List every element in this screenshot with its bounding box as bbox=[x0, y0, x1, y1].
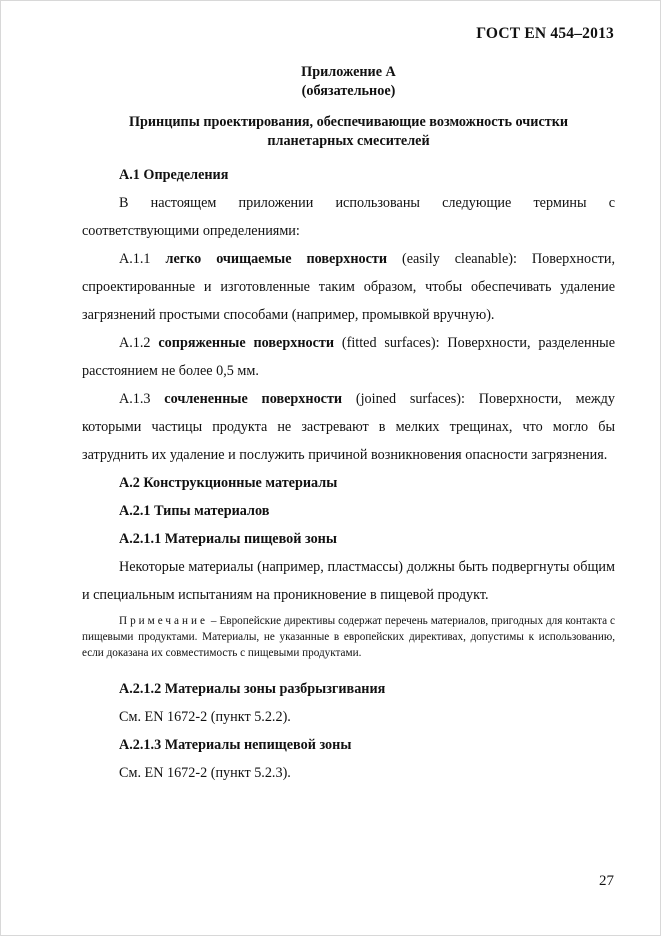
section-a21-title: А.2.1 Типы материалов bbox=[119, 503, 270, 519]
definition-a11-term: легко очищаемые поверхности bbox=[165, 251, 388, 267]
note-label: Примечание bbox=[119, 615, 208, 627]
page-number: 27 bbox=[599, 873, 614, 889]
definition-a11-number: А.1.1 bbox=[119, 251, 151, 267]
page-body bbox=[82, 63, 615, 787]
definition-a12-text: (fitted surfaces): Поверхности, разделенные расстоянием не более 0,5 мм. bbox=[82, 335, 615, 379]
section-a211-title: А.2.1.1 Материалы пищевой зоны bbox=[119, 531, 337, 547]
annex-title: Приложение А bbox=[301, 64, 396, 80]
definition-a12 bbox=[82, 329, 615, 385]
document-code: ГОСТ EN 454–2013 bbox=[476, 25, 614, 42]
definition-a11-text: (easily cleanable): Поверхности, спроектированные и изготовленные таким образом, чтобы обеспечивать удаление загрязнений простыми способами (например, промывкой вручную). bbox=[82, 251, 616, 323]
section-a212-title: А.2.1.2 Материалы зоны разбрызгивания bbox=[119, 681, 386, 697]
note bbox=[82, 613, 615, 661]
definition-a13-text: (joined surfaces): Поверхности, между которыми частицы продукта не застревают в мелких трещинах, что могло бы затруднить их удаление и послужить причиной возникновения опасности загрязнения. bbox=[82, 391, 615, 463]
section-a212-text: См. EN 1672-2 (пункт 5.2.2). bbox=[119, 709, 291, 725]
definition-a13 bbox=[82, 385, 615, 469]
annex-heading-line2: планетарных смесителей bbox=[267, 133, 430, 149]
note-text: – Европейские директивы содержат перечень материалов, пригодных для контакта с пищевыми продуктами. Материалы, не указанные в европейских директивах, допустимы к использованию, если доказана их совместимость с пищевыми продуктами. bbox=[82, 615, 615, 659]
definition-a13-term: сочлененные поверхности bbox=[164, 391, 343, 407]
section-a1-intro: В настоящем приложении использованы следующие термины с соответствующими определениями: bbox=[82, 195, 615, 239]
annex-heading-line1: Принципы проектирования, обеспечивающие возможность очистки bbox=[128, 114, 569, 130]
section-a1-title: А.1 Определения bbox=[119, 167, 229, 183]
definition-a12-number: А.1.2 bbox=[119, 335, 151, 351]
section-a211-text: Некоторые материалы (например, пластмассы) должны быть подвергнуты общим и специальным испытаниям на проникновение в пищевой продукт. bbox=[82, 559, 615, 603]
section-a213-text: См. EN 1672-2 (пункт 5.2.3). bbox=[119, 765, 291, 781]
annex-heading bbox=[82, 113, 615, 151]
annex-status: (обязательное) bbox=[301, 83, 396, 99]
annex-title-block bbox=[82, 63, 615, 101]
definition-a13-number: А.1.3 bbox=[119, 391, 151, 407]
definition-a11 bbox=[82, 245, 615, 329]
section-a213-title: А.2.1.3 Материалы непищевой зоны bbox=[119, 737, 352, 753]
definition-a12-term: сопряженные поверхности bbox=[158, 335, 335, 351]
section-a2-title: А.2 Конструкционные материалы bbox=[119, 475, 338, 491]
